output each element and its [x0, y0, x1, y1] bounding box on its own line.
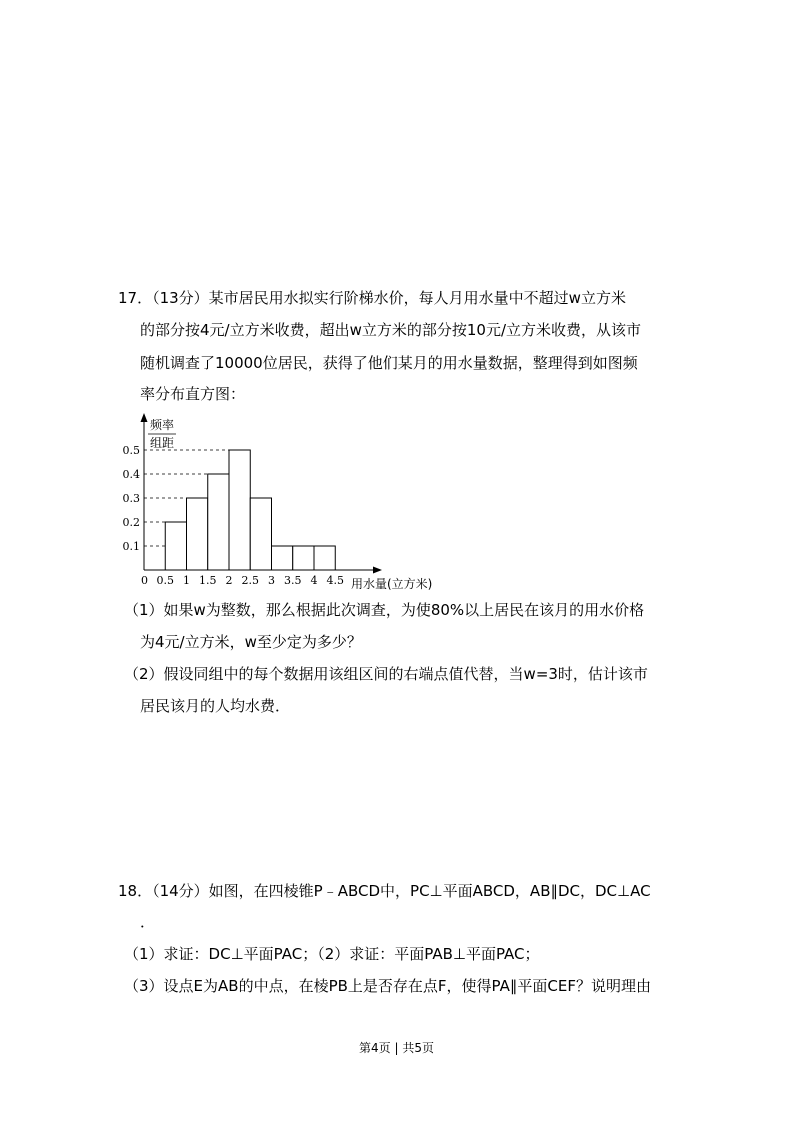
q18-line-2: ． [140, 913, 156, 931]
q17-part1-line-2: 为4元/立方米，w至少定为多少？ [140, 633, 362, 651]
histogram-bar [229, 450, 250, 570]
y-label-bottom: 组距 [150, 436, 175, 450]
histogram-bar [208, 474, 229, 570]
q17-part2-line-2: 居民该月的人均水费． [140, 697, 291, 715]
x-tick-label: 1 [183, 574, 190, 587]
x-axis-arrow [373, 567, 382, 574]
q18-line-1: 18．（14分）如图，在四棱锥P﹣ABCD中，PC⊥平面ABCD，AB∥DC，DC⊥AC [118, 882, 651, 900]
y-tick-label: 0.2 [122, 516, 140, 529]
histogram-bar [187, 498, 208, 570]
y-tick-label: 0.3 [122, 492, 140, 505]
origin-label: 0 [141, 574, 148, 587]
histogram-bar [165, 522, 186, 570]
q17-line-2: 的部分按4元/立方米收费，超出w立方米的部分按10元/立方米收费，从该市 [140, 321, 642, 339]
x-tick-label: 3.5 [284, 574, 302, 587]
histogram-bar [272, 546, 293, 570]
histogram-bar [293, 546, 314, 570]
x-tick-label: 4.5 [326, 574, 344, 587]
x-tick-label: 2.5 [241, 574, 259, 587]
histogram-bar [250, 498, 271, 570]
x-tick-label: 1.5 [199, 574, 217, 587]
x-tick-label: 2 [225, 574, 233, 587]
y-tick-label: 0.5 [122, 444, 140, 457]
q17-line-3: 随机调查了10000位居民，获得了他们某月的用水量数据，整理得到如图频 [140, 354, 638, 372]
frequency-histogram [112, 410, 452, 592]
x-tick-label: 3 [268, 574, 275, 587]
histogram-bar [314, 546, 335, 570]
y-label-top: 频率 [150, 418, 175, 432]
q18-parts-1-2: （1）求证：DC⊥平面PAC；（2）求证：平面PAB⊥平面PAC； [124, 945, 540, 963]
y-tick-label: 0.1 [122, 540, 140, 553]
x-axis-label: 用水量(立方米) [351, 577, 433, 591]
q17-part2-line-1: （2）假设同组中的每个数据用该组区间的右端点值代替，当w=3时，估计该市 [124, 665, 648, 683]
y-tick-label: 0.4 [122, 468, 140, 481]
q17-line-1: 17．（13分）某市居民用水拟实行阶梯水价，每人月用水量中不超过w立方米 [118, 289, 626, 307]
y-axis-arrow [141, 413, 148, 422]
x-tick-label: 0.5 [156, 574, 174, 587]
page-footer: 第4页 | 共5页 [359, 1041, 434, 1055]
x-tick-label: 4 [310, 574, 318, 587]
q17-part1-line-1: （1）如果w为整数，那么根据此次调查，为使80%以上居民在该月的用水价格 [124, 601, 645, 619]
q18-part-3: （3）设点E为AB的中点，在棱PB上是否存在点F，使得PA∥平面CEF？说明理由 [124, 977, 651, 995]
q17-line-4: 率分布直方图： [140, 385, 246, 403]
